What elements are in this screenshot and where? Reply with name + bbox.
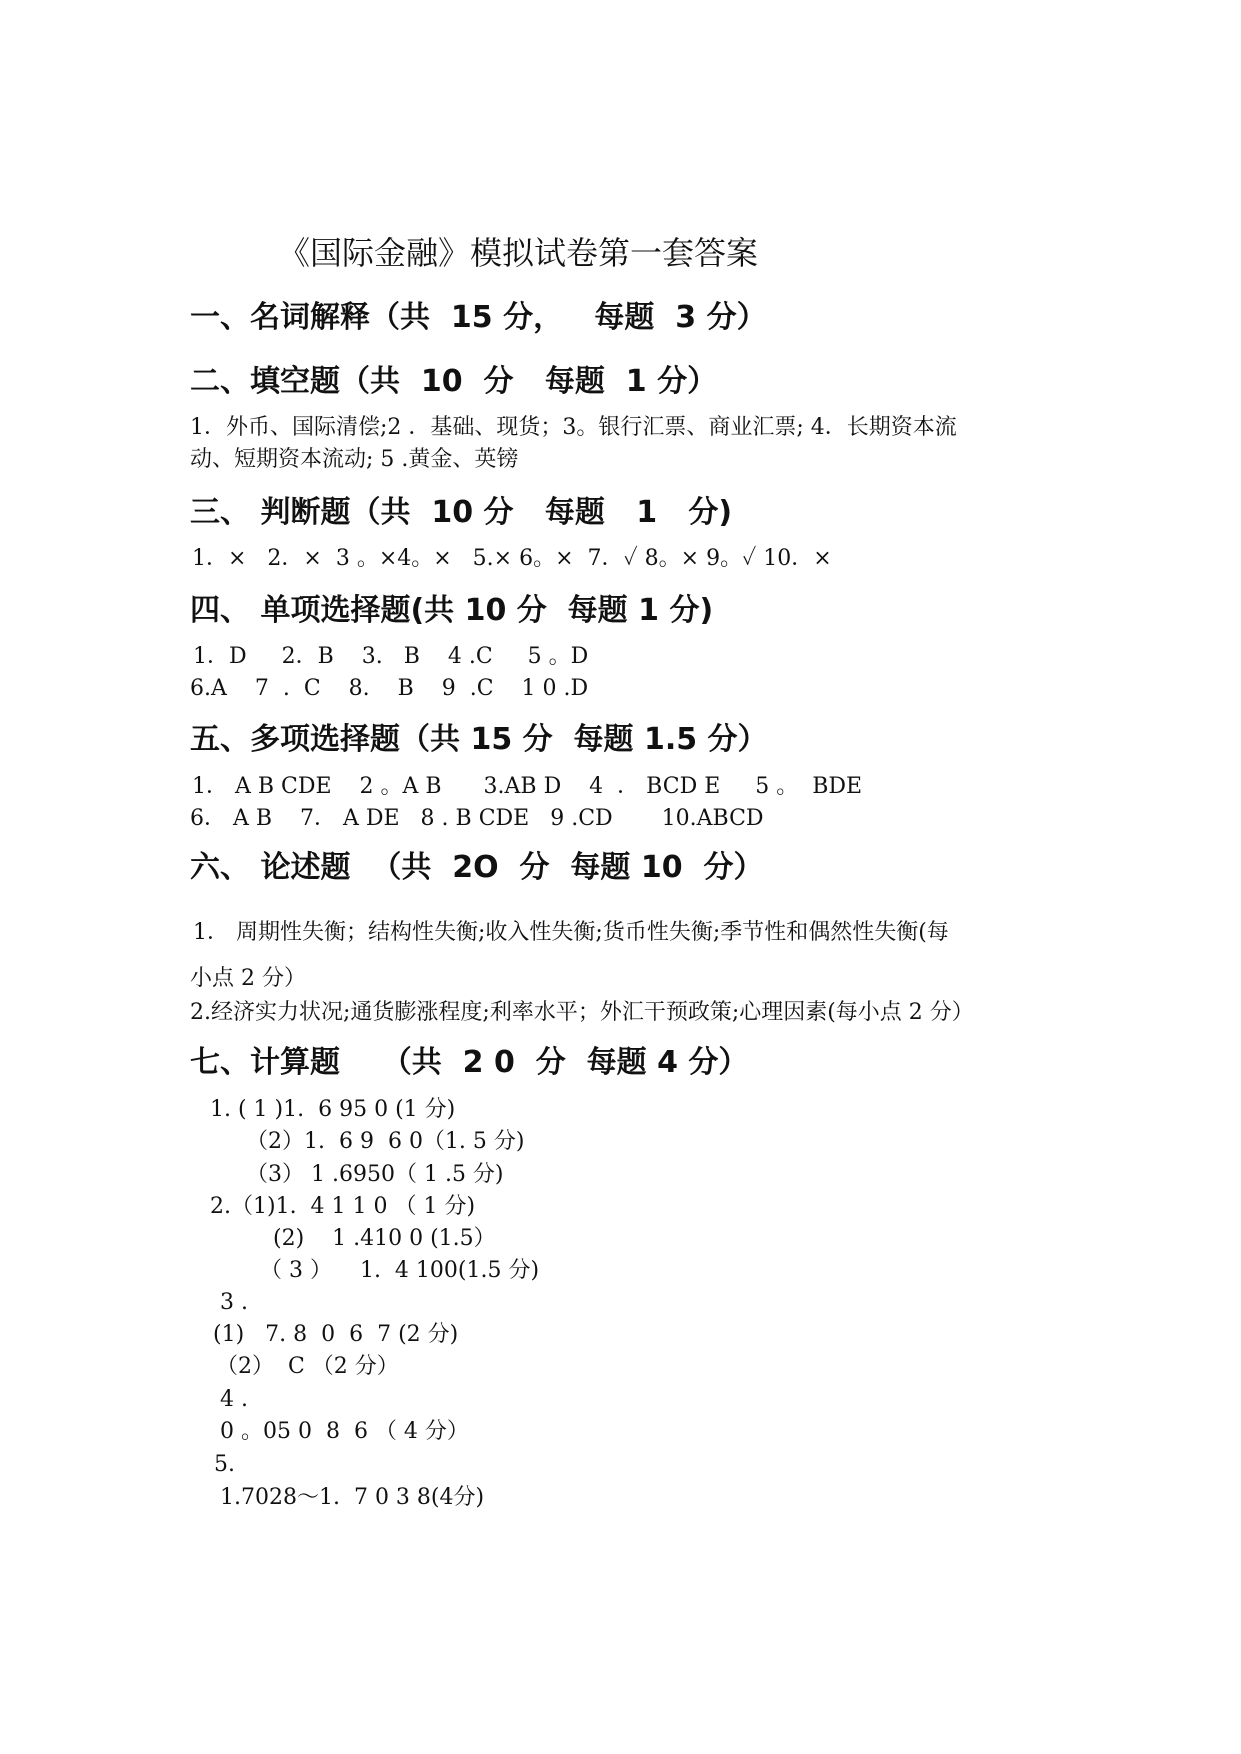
answer-line: (1) 7. 8 0 6 7 (2 分) [213,1322,459,1347]
answer-line: 1．× 2．× 3 。×4。× 5.× 6。× 7．✓ 8。× 9。✓ 10．× [192,546,832,571]
page-title: 《国际金融》模拟试卷第一套答案 [278,234,759,272]
answer-line: 1．D 2．B 3. B 4 .C 5 。D [193,644,589,669]
answer-line: 5. [214,1452,235,1477]
answer-line: （2）1. 6 9 6 0（1. 5 分) [246,1129,525,1154]
answer-line: 2.经济实力状况;通货膨涨程度;利率水平；外汇干预政策;心理因素(每小点 2 分） [190,1000,974,1025]
answer-line: 3 . [220,1290,248,1315]
section-heading-2: 二、填空题（共 10 分 每题 1 分） [190,364,718,399]
answer-line: (2) 1 .410 0 (1.5） [273,1226,496,1251]
section-heading-7: 七、计算题 （共 2 0 分 每题 4 分） [190,1045,749,1080]
answer-line: 1． 周期性失衡；结构性失衡;收入性失衡;货币性失衡;季节性和偶然性失衡(每 [193,920,949,945]
answer-line: 6.A 7 . C 8. B 9 .C 1 0 .D [190,676,589,701]
answer-line: （2） C （2 分） [216,1354,399,1379]
answer-line: 4 . [220,1387,248,1412]
answer-line: 1． A B CDE 2 。A B 3.AB D 4 ． BCD E 5 。 BDE [192,774,863,799]
answer-line: 1．外币、国际清偿;2 ．基础、现货；3。银行汇票、商业汇票; 4．长期资本流 [190,415,957,440]
section-heading-4: 四、 单项选择题(共 10 分 每题 1 分) [190,593,714,628]
answer-line: 1.7028～1. 7 0 3 8(4分) [220,1485,485,1510]
section-heading-3: 三、 判断题（共 10 分 每题 1 分) [190,495,733,530]
answer-line: 1. ( 1 )1. 6 95 0 (1 分) [210,1097,456,1122]
answer-line: 动、短期资本流动; 5 .黄金、英镑 [190,447,519,472]
answer-line: 0 。05 0 8 6 （ 4 分） [220,1419,469,1444]
section-heading-1: 一、名词解释（共 15 分， 每题 3 分） [190,300,767,335]
answer-line: （ 3 ） 1. 4 100(1.5 分) [260,1258,540,1283]
section-heading-5: 五、多项选择题（共 15 分 每题 1.5 分） [190,722,768,757]
answer-line: 2.（1)1. 4 1 1 0 （ 1 分) [210,1194,476,1219]
answer-line: 小点 2 分） [190,966,306,991]
answer-line: 6． A B 7． A DE 8 . B CDE 9 .CD 10.ABCD [190,806,764,831]
answer-line: （3） 1 .6950（ 1 .5 分) [246,1162,504,1187]
section-heading-6: 六、 论述题 （共 2O 分 每题 10 分） [190,850,764,885]
